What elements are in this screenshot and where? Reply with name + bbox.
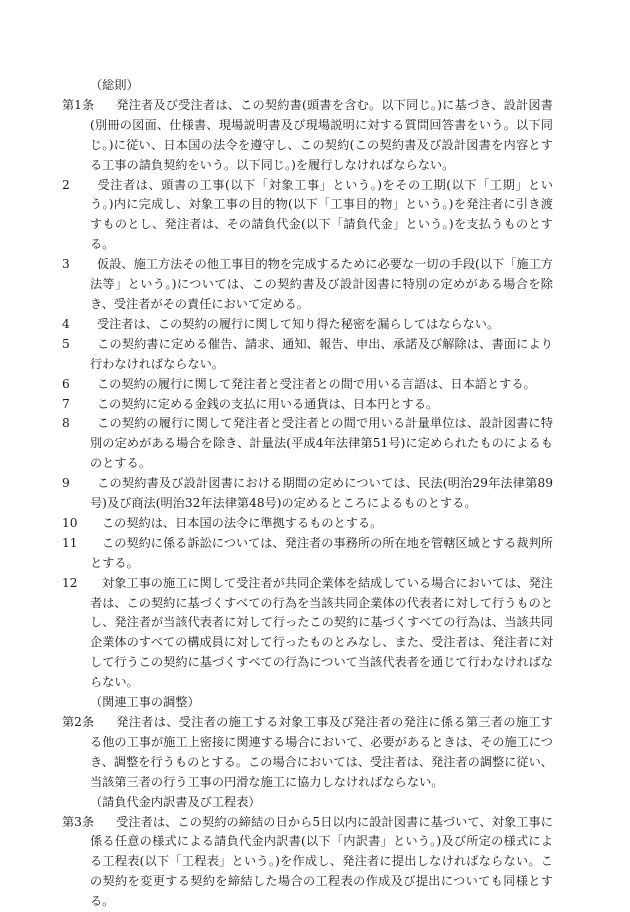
- article-1: [62, 96, 553, 176]
- article-number: 第1条: [62, 97, 95, 112]
- paragraph-number: 3: [62, 257, 70, 272]
- paragraph-number: 12: [62, 575, 78, 590]
- paragraph-3: [62, 255, 553, 315]
- paragraph-text: この契約は、日本国の法令に準拠するものとする。: [102, 515, 383, 530]
- article-text: 受注者は、この契約の締結の日から5日以内に設計図書に基づいて、対象工事に係る任意の様式による請負代金内訳書(以下「内訳書」という。)及び所定の様式による工程表(以下「工程表」という。)を作成し、発注者に提出しなければならない。この契約を変更する契約を締結した場合の工程表の作成及び提出についても同様とする。: [90, 814, 553, 909]
- paragraph-11: [62, 534, 553, 574]
- paragraph-text: この契約に定める金銭の支払に用いる通貨は、日本円とする。: [97, 396, 439, 411]
- paragraph-text: この契約の履行に関して発注者と受注者との間で用いる言語は、日本語とする。: [97, 376, 536, 391]
- paragraph-text: 対象工事の施工に関して受注者が共同企業体を結成している場合においては、発注者は、この契約に基づくすべての行為を当該共同企業体の代表者に対して行うものとし、発注者が当該代表者に対して行ったこの契約に基づくすべての行為は、当該共同企業体のすべての構成員に対して行ったものとみなし、また、受注者は、発注者に対して行うこの契約に基づくすべての行為について当該代表者を通じて行わなければならない。: [90, 575, 553, 690]
- paragraph-text: この契約に係る訴訟については、発注者の事務所の所在地を管轄区域とする裁判所とする。: [90, 535, 553, 570]
- paragraph-number: 7: [62, 396, 70, 411]
- paragraph-number: 2: [62, 177, 70, 192]
- section-heading-breakdown-schedule: （請負代金内訳書及び工程表）: [90, 794, 261, 809]
- article-number: 第2条: [62, 715, 95, 729]
- paragraph-text: 受注者は、頭書の工事(以下「対象工事」という。)をその工期(以下「工期」という。)内に完成し、対象工事の目的物(以下「工事目的物」という。)を発注者に引き渡すものとし、発注者は、その請負代金(以下「請負代金」という。)を支払うものとする。: [90, 177, 553, 252]
- paragraph-text: この契約の履行に関して発注者と受注者との間で用いる計量単位は、設計図書に特別の定めがある場合を除き、計量法(平成4年法律第51号)に定められたものによるものとする。: [90, 416, 553, 471]
- paragraph-12: [62, 574, 553, 693]
- paragraph-text: 仮設、施工方法その他工事目的物を完成するために必要な一切の手段(以下「施工方法等」という。)については、この契約書及び設計図書に特別の定めがある場合を除き、受注者がその責任において定める。: [90, 257, 553, 311]
- paragraph-9: [62, 474, 553, 514]
- paragraph-6: [62, 375, 553, 395]
- paragraph-number: 5: [62, 336, 70, 351]
- paragraph-number: 11: [62, 535, 78, 550]
- paragraph-text: 受注者は、この契約の履行に関して知り得た秘密を漏らしてはならない。: [97, 316, 500, 331]
- article-2: [62, 713, 553, 793]
- paragraph-number: 6: [62, 376, 70, 391]
- paragraph-5: [62, 335, 553, 375]
- paragraph-text: この契約書に定める催告、請求、通知、報告、申出、承諾及び解除は、書面により行わなければならない。: [90, 336, 553, 371]
- paragraph-number: 10: [62, 515, 78, 530]
- section-heading-general: （総則）: [90, 78, 139, 92]
- article-number: 第3条: [62, 814, 95, 829]
- paragraph-text: この契約書及び設計図書における期間の定めについては、民法(明治29年法律第89号)及び商法(明治32年法律第48号)の定めるところによるものとする。: [90, 476, 553, 511]
- paragraph-number: 8: [62, 416, 70, 431]
- article-3: [62, 813, 553, 912]
- paragraph-7: [62, 395, 553, 415]
- article-text: 発注者は、受注者の施工する対象工事及び発注者の発注に係る第三者の施工する他の工事が施工上密接に関連する場合において、必要があるときは、その施工につき、調整を行うものとする。この場合においては、受注者は、発注者の調整に従い、当該第三者の行う工事の円滑な施工に協力しなければならない。: [90, 715, 553, 789]
- paragraph-10: [62, 514, 553, 534]
- article-text: 発注者及び受注者は、この契約書(頭書を含む。以下同じ。)に基づき、設計図書(別冊の図面、仕様書、現場説明書及び現場説明に対する質問回答書をいう。以下同じ。)に従い、日本国の法令を遵守し、この契約(この契約書及び設計図書を内容とする工事の請負契約をいう。以下同じ。)を履行しなければならない。: [90, 97, 553, 172]
- paragraph-number: 4: [62, 316, 70, 331]
- paragraph-2: [62, 176, 553, 256]
- paragraph-4: [62, 315, 553, 335]
- contract-document: [62, 76, 553, 912]
- section-heading-related-works: （関連工事の調整）: [90, 695, 200, 710]
- paragraph-8: [62, 414, 553, 474]
- paragraph-number: 9: [62, 476, 70, 491]
